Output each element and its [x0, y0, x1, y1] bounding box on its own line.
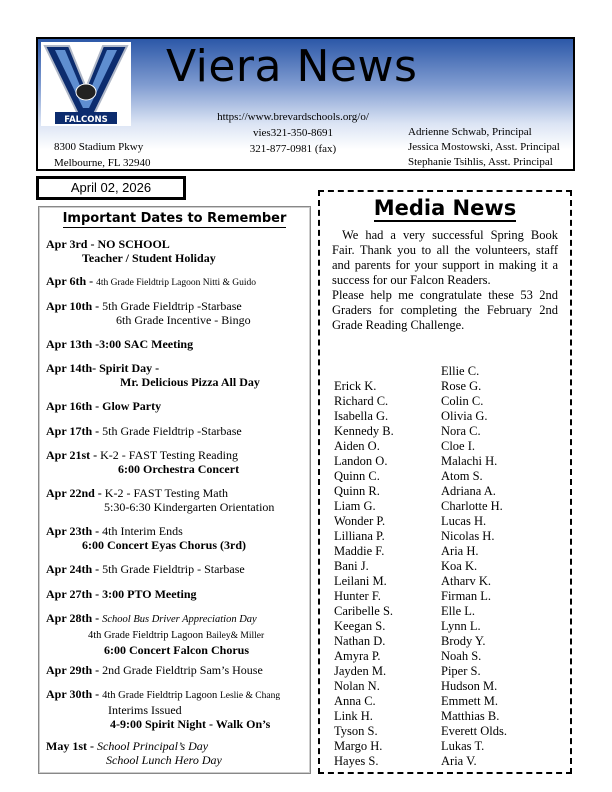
student-name: Atom S. — [441, 469, 483, 483]
student-name: Anna C. — [334, 694, 376, 708]
event-detail-names: Bailey& Miller — [205, 631, 265, 641]
event-date: Apr 24th - — [46, 562, 103, 576]
student-name: Richard C. — [334, 394, 389, 408]
student-name: Wonder P. — [334, 514, 386, 528]
event-detail: School Principal’s Day — [97, 739, 209, 753]
event-detail: 4th Grade Fieldtrip Lagoon — [102, 690, 220, 701]
event-apr-23 — [46, 524, 246, 552]
staff-asst-principal-1: Jessica Mostowski, Asst. Principal — [408, 141, 560, 153]
important-dates-heading: Important Dates to Remember — [62, 211, 287, 226]
media-paragraph-2: Please help me congratulate these 53 2nd Graders for completing the February 2nd Grade Reading Challenge. — [332, 288, 558, 332]
issue-date: April 02, 2026 — [36, 176, 186, 200]
staff-asst-principal-2: Stephanie Tsihlis, Asst. Principal — [408, 156, 553, 168]
student-name: Emmett M. — [441, 694, 498, 708]
event-apr-22 — [46, 486, 274, 514]
student-name: Olivia G. — [441, 409, 488, 423]
event-detail: 4th Grade Fieldtrip Lagoon Nitti & Guido — [96, 278, 257, 288]
student-name: Maddie F. — [334, 544, 385, 558]
falcons-logo — [41, 42, 131, 126]
event-apr-3 — [46, 237, 216, 265]
student-name: Matthias B. — [441, 709, 500, 723]
event-apr-24 — [46, 562, 245, 576]
staff-principal: Adrienne Schwab, Principal — [408, 126, 532, 138]
names-column-right — [441, 364, 507, 769]
event-date: Apr 30th - — [46, 687, 103, 701]
student-name: Lilliana P. — [334, 529, 385, 543]
student-name: Piper S. — [441, 664, 481, 678]
event-detail: K-2 - FAST Testing Math — [104, 486, 228, 500]
event-date: Apr 21st - — [46, 448, 101, 462]
event-apr-10 — [46, 299, 251, 327]
student-name: Everett Olds. — [441, 724, 507, 738]
event-detail: Teacher / Student Holiday — [82, 251, 216, 265]
website-url[interactable]: https://www.brevardschools.org/o/ — [217, 111, 369, 123]
staff-list — [408, 125, 560, 170]
student-name: Leilani M. — [334, 574, 387, 588]
school-address — [54, 139, 150, 171]
event-date: May 1st - — [46, 739, 97, 753]
student-name: Colin C. — [441, 394, 484, 408]
student-name: Rose G. — [441, 379, 482, 393]
event-detail: K-2 - FAST Testing Reading — [100, 448, 238, 462]
student-name: Hunter F. — [334, 589, 381, 603]
logo-text: FALCONS — [64, 115, 108, 125]
media-news-body — [332, 228, 558, 333]
event-apr-17 — [46, 424, 242, 438]
important-dates-panel — [38, 206, 311, 774]
event-detail: School Lunch Hero Day — [106, 753, 222, 767]
newsletter-title: Viera News — [166, 41, 418, 92]
media-paragraph-1: We had a very successful Spring Book Fair. Thank you to all the volunteers, staff and parents for your support in making it a success for our Falcon Readers. — [332, 228, 558, 287]
event-apr-16 — [46, 399, 161, 413]
event-detail: 2nd Grade Fieldtrip Sam’s House — [102, 663, 263, 677]
newsletter-header — [36, 37, 575, 171]
phone: vies321-350-8691 — [252, 127, 334, 139]
student-name: Tyson S. — [334, 724, 378, 738]
event-date: Apr 29th - — [46, 663, 103, 677]
event-date: Apr 10th - — [46, 299, 103, 313]
student-name: Quinn C. — [334, 469, 380, 483]
event-date: Apr 3rd - NO SCHOOL — [46, 237, 170, 251]
student-name: Link H. — [334, 709, 373, 723]
student-name: Nora C. — [441, 424, 481, 438]
student-name: Liam G. — [334, 499, 376, 513]
student-name: Jayden M. — [334, 664, 387, 678]
event-date: Apr 23th - — [46, 524, 103, 538]
event-apr-28 — [46, 611, 264, 657]
address-line-2: Melbourne, FL 32940 — [54, 157, 151, 169]
contact-info — [198, 109, 388, 157]
student-name: Kennedy B. — [334, 424, 394, 438]
event-apr-14 — [46, 361, 260, 389]
student-name: Caribelle S. — [334, 604, 394, 618]
event-apr-6 — [46, 274, 256, 290]
student-name: Ellie C. — [441, 364, 480, 378]
event-detail: 4th Grade Fieldtrip Lagoon — [88, 630, 206, 641]
student-name: Landon O. — [334, 454, 388, 468]
event-detail: 5th Grade Fieldtrip -Starbase — [102, 299, 242, 313]
event-detail: 4-9:00 Spirit Night - Walk On’s — [110, 717, 271, 731]
media-news-title — [320, 196, 570, 220]
event-detail: 6:00 Concert Eyas Chorus (3rd) — [82, 538, 246, 552]
event-detail: Interims Issued — [108, 703, 182, 717]
student-name: Erick K. — [334, 379, 377, 393]
event-detail: Mr. Delicious Pizza All Day — [120, 375, 260, 389]
event-detail: School Bus Driver Appreciation Day — [102, 614, 257, 625]
event-date: Apr 22nd - — [46, 486, 105, 500]
important-dates-title — [39, 211, 310, 226]
student-name: Firman L. — [441, 589, 491, 603]
student-name: Margo H. — [334, 739, 383, 753]
event-apr-29 — [46, 663, 263, 677]
media-news-heading: Media News — [373, 196, 517, 220]
student-name: Aria H. — [441, 544, 479, 558]
address-line-1: 8300 Stadium Pkwy — [54, 141, 144, 153]
event-date: Apr 28th - — [46, 611, 103, 625]
student-name: Amyra P. — [334, 649, 381, 663]
event-apr-21 — [46, 448, 239, 476]
student-name: Malachi H. — [441, 454, 498, 468]
event-apr-13 — [46, 337, 193, 351]
event-date: Apr 14th- Spirit Day - — [46, 361, 160, 375]
student-name: Hudson M. — [441, 679, 498, 693]
student-name: Brody Y. — [441, 634, 486, 648]
event-detail: 6:00 Concert Falcon Chorus — [104, 643, 249, 657]
student-name: Atharv K. — [441, 574, 491, 588]
event-date: Apr 17th - — [46, 424, 103, 438]
student-name: Isabella G. — [334, 409, 389, 423]
event-may-1 — [46, 739, 222, 767]
event-detail: 5:30-6:30 Kindergarten Orientation — [104, 500, 275, 514]
student-name: Lukas T. — [441, 739, 485, 753]
student-name: Nathan D. — [334, 634, 386, 648]
student-name: Charlotte H. — [441, 499, 503, 513]
student-name: Aiden O. — [334, 439, 380, 453]
event-apr-27 — [46, 587, 197, 601]
student-name: Adriana A. — [441, 484, 496, 498]
student-name: Quinn R. — [334, 484, 380, 498]
student-name: Koa K. — [441, 559, 478, 573]
student-name: Elle L. — [441, 604, 476, 618]
student-name: Bani J. — [334, 559, 369, 573]
student-name: Keegan S. — [334, 619, 386, 633]
student-name: Nolan N. — [334, 679, 380, 693]
event-detail: 5th Grade Fieldtrip -Starbase — [102, 424, 242, 438]
names-column-left — [334, 379, 394, 769]
event-date: Apr 16th - Glow Party — [46, 399, 162, 413]
student-name: Lucas H. — [441, 514, 487, 528]
student-name: Aria V. — [441, 754, 477, 768]
event-detail: 6th Grade Incentive - Bingo — [116, 313, 251, 327]
event-detail: 5th Grade Fieldtrip - Starbase — [102, 562, 245, 576]
event-date: Apr 27th - 3:00 PTO Meeting — [46, 587, 197, 601]
student-name: Hayes S. — [334, 754, 379, 768]
event-detail: 4th Interim Ends — [102, 524, 183, 538]
event-date: Apr 13th -3:00 SAC Meeting — [46, 337, 194, 351]
fax: 321-877-0981 (fax) — [249, 143, 337, 155]
student-name: Lynn L. — [441, 619, 481, 633]
student-name: Noah S. — [441, 649, 482, 663]
student-name: Cloe I. — [441, 439, 476, 453]
student-name: Nicolas H. — [441, 529, 495, 543]
event-date: Apr 6th - — [46, 274, 97, 288]
event-apr-30 — [46, 687, 280, 731]
media-news-panel — [318, 190, 572, 774]
event-detail: 6:00 Orchestra Concert — [118, 462, 240, 476]
event-detail-names: Leslie & Chang — [219, 691, 281, 701]
